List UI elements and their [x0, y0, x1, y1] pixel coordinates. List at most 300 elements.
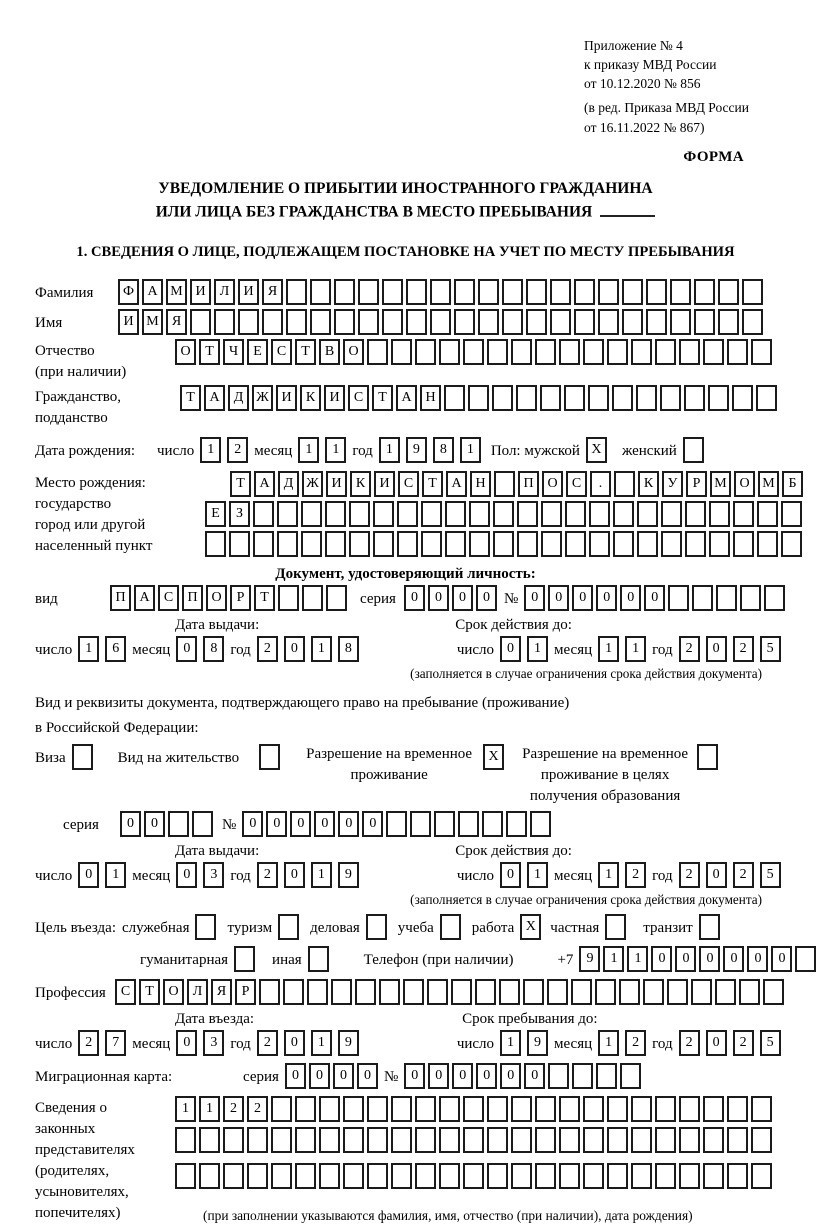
char-cell[interactable] — [319, 1127, 340, 1153]
char-cell[interactable]: 0 — [144, 811, 165, 837]
char-cell[interactable]: 0 — [452, 585, 473, 611]
char-cell[interactable] — [583, 1096, 604, 1122]
char-cell[interactable] — [751, 1127, 772, 1153]
char-cell[interactable] — [697, 744, 718, 770]
char-cell[interactable] — [475, 979, 496, 1005]
char-cell[interactable] — [643, 979, 664, 1005]
char-cell[interactable]: С — [271, 339, 292, 365]
char-cell[interactable] — [367, 1096, 388, 1122]
name-input[interactable] — [118, 309, 766, 335]
stay-year-input[interactable] — [679, 1030, 787, 1056]
char-cell[interactable] — [739, 979, 760, 1005]
char-cell[interactable] — [319, 1096, 340, 1122]
char-cell[interactable]: 9 — [338, 862, 359, 888]
entry-year-input[interactable] — [257, 1030, 365, 1056]
char-cell[interactable] — [684, 385, 705, 411]
char-cell[interactable] — [192, 811, 213, 837]
char-cell[interactable] — [439, 1127, 460, 1153]
char-cell[interactable]: 1 — [298, 437, 319, 463]
char-cell[interactable] — [234, 946, 255, 972]
char-cell[interactable] — [379, 979, 400, 1005]
char-cell[interactable] — [415, 1163, 436, 1189]
char-cell[interactable] — [511, 1127, 532, 1153]
char-cell[interactable] — [548, 1063, 569, 1089]
char-cell[interactable] — [343, 1163, 364, 1189]
char-cell[interactable] — [685, 501, 706, 527]
char-cell[interactable]: 8 — [433, 437, 454, 463]
purpose-private-checkbox[interactable] — [605, 914, 629, 940]
char-cell[interactable]: 1 — [199, 1096, 220, 1122]
char-cell[interactable] — [463, 1096, 484, 1122]
char-cell[interactable] — [439, 1163, 460, 1189]
char-cell[interactable] — [295, 1096, 316, 1122]
char-cell[interactable]: 0 — [314, 811, 335, 837]
char-cell[interactable] — [703, 1096, 724, 1122]
char-cell[interactable] — [454, 309, 475, 335]
char-cell[interactable]: 0 — [548, 585, 569, 611]
char-cell[interactable] — [499, 979, 520, 1005]
permit-valid-year-input[interactable] — [679, 862, 787, 888]
char-cell[interactable] — [679, 1163, 700, 1189]
char-cell[interactable] — [619, 979, 640, 1005]
char-cell[interactable] — [277, 501, 298, 527]
char-cell[interactable]: 0 — [500, 862, 521, 888]
char-cell[interactable] — [694, 309, 715, 335]
char-cell[interactable]: 0 — [500, 1063, 521, 1089]
char-cell[interactable]: 1 — [311, 1030, 332, 1056]
migcard-number-input[interactable] — [404, 1063, 644, 1089]
char-cell[interactable]: П — [182, 585, 203, 611]
profession-input[interactable] — [115, 979, 787, 1005]
char-cell[interactable]: 9 — [579, 946, 600, 972]
temp-permit-edu-checkbox[interactable] — [697, 744, 721, 770]
char-cell[interactable] — [463, 1163, 484, 1189]
char-cell[interactable] — [559, 1096, 580, 1122]
char-cell[interactable] — [391, 1127, 412, 1153]
char-cell[interactable] — [703, 1127, 724, 1153]
char-cell[interactable] — [478, 309, 499, 335]
char-cell[interactable] — [550, 279, 571, 305]
char-cell[interactable] — [751, 1096, 772, 1122]
char-cell[interactable]: 0 — [176, 1030, 197, 1056]
char-cell[interactable]: 1 — [625, 636, 646, 662]
char-cell[interactable] — [325, 501, 346, 527]
char-cell[interactable] — [373, 501, 394, 527]
char-cell[interactable] — [247, 1127, 268, 1153]
char-cell[interactable] — [589, 501, 610, 527]
char-cell[interactable] — [691, 979, 712, 1005]
char-cell[interactable]: Н — [470, 471, 491, 497]
char-cell[interactable]: Б — [782, 471, 803, 497]
char-cell[interactable]: 0 — [120, 811, 141, 837]
birth-place-row2-input[interactable] — [205, 501, 805, 527]
char-cell[interactable]: 2 — [257, 1030, 278, 1056]
char-cell[interactable] — [540, 385, 561, 411]
char-cell[interactable]: 1 — [598, 862, 619, 888]
char-cell[interactable] — [238, 309, 259, 335]
char-cell[interactable]: Е — [247, 339, 268, 365]
char-cell[interactable]: 0 — [338, 811, 359, 837]
permit-number-input[interactable] — [242, 811, 554, 837]
char-cell[interactable]: Н — [420, 385, 441, 411]
char-cell[interactable] — [727, 339, 748, 365]
char-cell[interactable] — [358, 309, 379, 335]
char-cell[interactable] — [199, 1163, 220, 1189]
char-cell[interactable] — [692, 585, 713, 611]
char-cell[interactable] — [421, 501, 442, 527]
char-cell[interactable] — [607, 1163, 628, 1189]
char-cell[interactable]: 0 — [357, 1063, 378, 1089]
char-cell[interactable]: Я — [166, 309, 187, 335]
char-cell[interactable]: А — [254, 471, 275, 497]
char-cell[interactable] — [445, 531, 466, 557]
char-cell[interactable] — [637, 501, 658, 527]
char-cell[interactable] — [703, 1163, 724, 1189]
char-cell[interactable]: Т — [199, 339, 220, 365]
char-cell[interactable] — [679, 1096, 700, 1122]
char-cell[interactable]: Ж — [252, 385, 273, 411]
permit-issue-month-input[interactable] — [176, 862, 230, 888]
char-cell[interactable] — [511, 339, 532, 365]
char-cell[interactable]: 2 — [679, 1030, 700, 1056]
purpose-business-checkbox[interactable] — [195, 914, 219, 940]
char-cell[interactable]: З — [229, 501, 250, 527]
char-cell[interactable]: X — [483, 744, 504, 770]
char-cell[interactable]: . — [590, 471, 611, 497]
char-cell[interactable]: 0 — [706, 862, 727, 888]
char-cell[interactable] — [565, 501, 586, 527]
char-cell[interactable]: К — [300, 385, 321, 411]
char-cell[interactable]: 2 — [733, 1030, 754, 1056]
char-cell[interactable]: 1 — [311, 862, 332, 888]
char-cell[interactable]: 1 — [603, 946, 624, 972]
char-cell[interactable] — [571, 979, 592, 1005]
char-cell[interactable]: 0 — [644, 585, 665, 611]
char-cell[interactable]: Ч — [223, 339, 244, 365]
char-cell[interactable] — [583, 1127, 604, 1153]
char-cell[interactable] — [683, 437, 704, 463]
char-cell[interactable]: 0 — [428, 1063, 449, 1089]
char-cell[interactable]: И — [324, 385, 345, 411]
char-cell[interactable]: 9 — [527, 1030, 548, 1056]
char-cell[interactable] — [583, 339, 604, 365]
char-cell[interactable]: 0 — [771, 946, 792, 972]
char-cell[interactable] — [596, 1063, 617, 1089]
char-cell[interactable] — [727, 1096, 748, 1122]
char-cell[interactable] — [302, 585, 323, 611]
char-cell[interactable]: 6 — [105, 636, 126, 662]
char-cell[interactable] — [199, 1127, 220, 1153]
char-cell[interactable] — [334, 279, 355, 305]
char-cell[interactable] — [444, 385, 465, 411]
char-cell[interactable] — [668, 585, 689, 611]
char-cell[interactable] — [478, 279, 499, 305]
char-cell[interactable]: 0 — [706, 1030, 727, 1056]
char-cell[interactable] — [463, 339, 484, 365]
sex-male-checkbox[interactable] — [586, 437, 610, 463]
char-cell[interactable]: 2 — [625, 862, 646, 888]
char-cell[interactable] — [421, 531, 442, 557]
char-cell[interactable]: 9 — [406, 437, 427, 463]
char-cell[interactable]: О — [163, 979, 184, 1005]
stay-day-input[interactable] — [500, 1030, 554, 1056]
char-cell[interactable] — [349, 501, 370, 527]
char-cell[interactable] — [223, 1163, 244, 1189]
char-cell[interactable]: 1 — [325, 437, 346, 463]
char-cell[interactable]: 1 — [379, 437, 400, 463]
char-cell[interactable] — [559, 1127, 580, 1153]
char-cell[interactable]: У — [662, 471, 683, 497]
char-cell[interactable]: 2 — [733, 636, 754, 662]
char-cell[interactable] — [517, 501, 538, 527]
char-cell[interactable] — [614, 471, 635, 497]
char-cell[interactable]: К — [638, 471, 659, 497]
char-cell[interactable]: 1 — [78, 636, 99, 662]
char-cell[interactable] — [620, 1063, 641, 1089]
char-cell[interactable] — [391, 1163, 412, 1189]
char-cell[interactable]: 7 — [105, 1030, 126, 1056]
char-cell[interactable] — [733, 501, 754, 527]
char-cell[interactable]: Л — [187, 979, 208, 1005]
char-cell[interactable] — [517, 531, 538, 557]
char-cell[interactable] — [469, 531, 490, 557]
doc-kind-input[interactable] — [110, 585, 350, 611]
char-cell[interactable] — [559, 1163, 580, 1189]
char-cell[interactable] — [732, 385, 753, 411]
char-cell[interactable] — [271, 1163, 292, 1189]
char-cell[interactable] — [631, 1096, 652, 1122]
char-cell[interactable]: Д — [278, 471, 299, 497]
char-cell[interactable] — [703, 339, 724, 365]
char-cell[interactable] — [670, 309, 691, 335]
char-cell[interactable] — [535, 1127, 556, 1153]
char-cell[interactable] — [427, 979, 448, 1005]
doc-valid-day-input[interactable] — [500, 636, 554, 662]
char-cell[interactable]: Т — [139, 979, 160, 1005]
char-cell[interactable] — [168, 811, 189, 837]
sex-female-checkbox[interactable] — [683, 437, 707, 463]
char-cell[interactable]: Я — [262, 279, 283, 305]
char-cell[interactable] — [271, 1096, 292, 1122]
char-cell[interactable] — [613, 501, 634, 527]
char-cell[interactable] — [406, 279, 427, 305]
char-cell[interactable]: Т — [295, 339, 316, 365]
char-cell[interactable] — [757, 501, 778, 527]
char-cell[interactable] — [598, 279, 619, 305]
char-cell[interactable]: Д — [228, 385, 249, 411]
char-cell[interactable] — [502, 279, 523, 305]
entry-month-input[interactable] — [176, 1030, 230, 1056]
doc-issue-day-input[interactable] — [78, 636, 132, 662]
permit-issue-year-input[interactable] — [257, 862, 365, 888]
char-cell[interactable]: К — [350, 471, 371, 497]
char-cell[interactable]: 0 — [284, 636, 305, 662]
char-cell[interactable]: 9 — [338, 1030, 359, 1056]
char-cell[interactable] — [511, 1163, 532, 1189]
char-cell[interactable] — [795, 946, 816, 972]
char-cell[interactable]: С — [158, 585, 179, 611]
char-cell[interactable] — [397, 531, 418, 557]
char-cell[interactable]: 1 — [175, 1096, 196, 1122]
birth-month-input[interactable] — [298, 437, 352, 463]
char-cell[interactable]: 2 — [679, 636, 700, 662]
doc-number-input[interactable] — [524, 585, 788, 611]
char-cell[interactable]: 0 — [333, 1063, 354, 1089]
char-cell[interactable]: 1 — [500, 1030, 521, 1056]
char-cell[interactable] — [358, 279, 379, 305]
char-cell[interactable] — [727, 1163, 748, 1189]
surname-input[interactable] — [118, 279, 766, 305]
char-cell[interactable] — [415, 1096, 436, 1122]
migcard-series-input[interactable] — [285, 1063, 381, 1089]
char-cell[interactable]: 0 — [747, 946, 768, 972]
char-cell[interactable]: 0 — [476, 1063, 497, 1089]
char-cell[interactable] — [469, 501, 490, 527]
char-cell[interactable] — [667, 979, 688, 1005]
char-cell[interactable] — [502, 309, 523, 335]
char-cell[interactable] — [709, 501, 730, 527]
char-cell[interactable] — [445, 501, 466, 527]
char-cell[interactable]: 0 — [404, 1063, 425, 1089]
char-cell[interactable] — [278, 914, 299, 940]
char-cell[interactable]: А — [446, 471, 467, 497]
char-cell[interactable]: М — [758, 471, 779, 497]
char-cell[interactable] — [434, 811, 455, 837]
char-cell[interactable]: О — [343, 339, 364, 365]
stay-month-input[interactable] — [598, 1030, 652, 1056]
char-cell[interactable] — [439, 339, 460, 365]
char-cell[interactable] — [727, 1127, 748, 1153]
char-cell[interactable]: Т — [230, 471, 251, 497]
char-cell[interactable] — [607, 1096, 628, 1122]
char-cell[interactable]: 1 — [200, 437, 221, 463]
char-cell[interactable] — [301, 531, 322, 557]
char-cell[interactable] — [175, 1127, 196, 1153]
char-cell[interactable] — [583, 1163, 604, 1189]
char-cell[interactable]: П — [518, 471, 539, 497]
char-cell[interactable]: 0 — [620, 585, 641, 611]
citizenship-input[interactable] — [180, 385, 780, 411]
char-cell[interactable] — [295, 1163, 316, 1189]
char-cell[interactable] — [595, 979, 616, 1005]
char-cell[interactable] — [781, 531, 802, 557]
char-cell[interactable] — [709, 531, 730, 557]
permit-series-input[interactable] — [120, 811, 216, 837]
entry-day-input[interactable] — [78, 1030, 132, 1056]
char-cell[interactable]: Т — [254, 585, 275, 611]
purpose-humanitarian-checkbox[interactable] — [234, 946, 258, 972]
char-cell[interactable] — [607, 1127, 628, 1153]
char-cell[interactable] — [541, 501, 562, 527]
char-cell[interactable] — [286, 279, 307, 305]
char-cell[interactable] — [655, 339, 676, 365]
char-cell[interactable] — [506, 811, 527, 837]
char-cell[interactable] — [493, 531, 514, 557]
char-cell[interactable]: Р — [686, 471, 707, 497]
char-cell[interactable] — [565, 531, 586, 557]
char-cell[interactable] — [655, 1127, 676, 1153]
char-cell[interactable] — [492, 385, 513, 411]
char-cell[interactable]: С — [566, 471, 587, 497]
char-cell[interactable]: И — [118, 309, 139, 335]
char-cell[interactable] — [190, 309, 211, 335]
char-cell[interactable] — [535, 339, 556, 365]
char-cell[interactable]: С — [398, 471, 419, 497]
char-cell[interactable] — [482, 811, 503, 837]
char-cell[interactable] — [355, 979, 376, 1005]
doc-issue-year-input[interactable] — [257, 636, 365, 662]
char-cell[interactable] — [283, 979, 304, 1005]
visa-checkbox[interactable] — [72, 744, 96, 770]
char-cell[interactable]: 8 — [338, 636, 359, 662]
char-cell[interactable]: Т — [180, 385, 201, 411]
purpose-transit-checkbox[interactable] — [699, 914, 723, 940]
doc-valid-year-input[interactable] — [679, 636, 787, 662]
char-cell[interactable]: 2 — [257, 636, 278, 662]
char-cell[interactable]: С — [115, 979, 136, 1005]
char-cell[interactable] — [463, 1127, 484, 1153]
char-cell[interactable]: 0 — [428, 585, 449, 611]
char-cell[interactable]: Т — [422, 471, 443, 497]
char-cell[interactable] — [572, 1063, 593, 1089]
char-cell[interactable] — [655, 1096, 676, 1122]
char-cell[interactable]: 2 — [247, 1096, 268, 1122]
char-cell[interactable]: 1 — [627, 946, 648, 972]
char-cell[interactable]: 3 — [203, 1030, 224, 1056]
char-cell[interactable] — [310, 309, 331, 335]
char-cell[interactable] — [535, 1163, 556, 1189]
char-cell[interactable] — [415, 339, 436, 365]
char-cell[interactable]: Ф — [118, 279, 139, 305]
char-cell[interactable] — [541, 531, 562, 557]
char-cell[interactable] — [367, 1127, 388, 1153]
char-cell[interactable]: 0 — [176, 862, 197, 888]
char-cell[interactable]: 0 — [176, 636, 197, 662]
char-cell[interactable] — [326, 585, 347, 611]
char-cell[interactable]: 0 — [596, 585, 617, 611]
char-cell[interactable]: Ж — [302, 471, 323, 497]
permit-issue-day-input[interactable] — [78, 862, 132, 888]
char-cell[interactable] — [205, 531, 226, 557]
char-cell[interactable]: 0 — [476, 585, 497, 611]
char-cell[interactable] — [547, 979, 568, 1005]
char-cell[interactable] — [415, 1127, 436, 1153]
char-cell[interactable] — [751, 339, 772, 365]
char-cell[interactable] — [699, 914, 720, 940]
char-cell[interactable]: 0 — [266, 811, 287, 837]
char-cell[interactable]: 0 — [78, 862, 99, 888]
char-cell[interactable]: 0 — [699, 946, 720, 972]
char-cell[interactable]: И — [190, 279, 211, 305]
char-cell[interactable] — [718, 279, 739, 305]
char-cell[interactable] — [440, 914, 461, 940]
char-cell[interactable]: А — [204, 385, 225, 411]
char-cell[interactable] — [733, 531, 754, 557]
char-cell[interactable] — [308, 946, 329, 972]
char-cell[interactable]: О — [175, 339, 196, 365]
char-cell[interactable] — [468, 385, 489, 411]
char-cell[interactable]: 2 — [625, 1030, 646, 1056]
char-cell[interactable] — [367, 339, 388, 365]
char-cell[interactable]: X — [520, 914, 541, 940]
char-cell[interactable]: 2 — [733, 862, 754, 888]
char-cell[interactable]: А — [134, 585, 155, 611]
representatives-row2-input[interactable] — [175, 1127, 775, 1153]
char-cell[interactable]: А — [396, 385, 417, 411]
char-cell[interactable] — [454, 279, 475, 305]
char-cell[interactable] — [373, 531, 394, 557]
char-cell[interactable]: 0 — [285, 1063, 306, 1089]
